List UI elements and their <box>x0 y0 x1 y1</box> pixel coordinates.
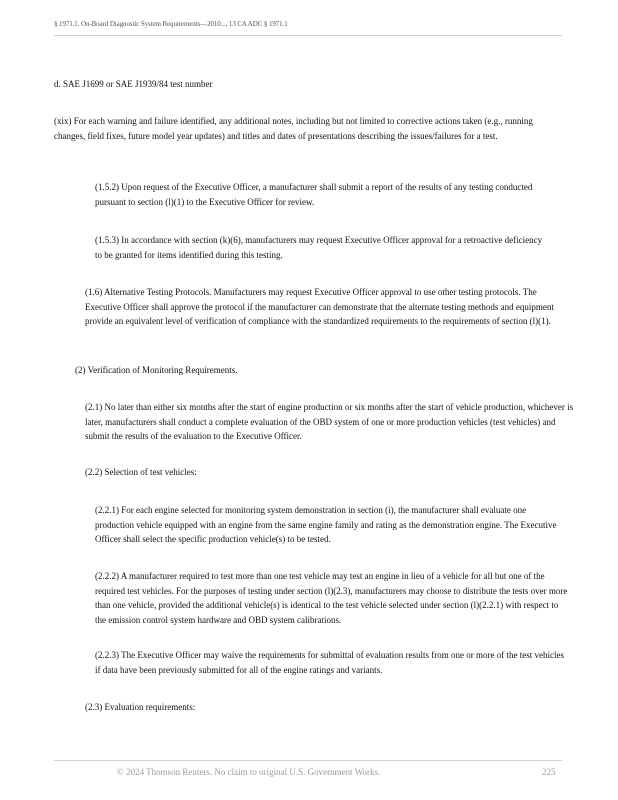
paragraph-2-2-3: (2.2.3) The Executive Officer may waive the requirements for submittal of evaluation results from one or more of the test vehicles if data have been previously submitted for all of the engine ratings and variants. <box>95 650 565 675</box>
paragraph-2: (2) Verification of Monitoring Requirements. <box>75 365 238 375</box>
paragraph-xix: (xix) For each warning and failure identified, any additional notes, including but not limited to corrective actions taken (e.g., running changes, field fixes, future model year updates) and titles and dates of presentations describing the issues/failures for a test. <box>54 116 533 141</box>
page-number: 225 <box>542 767 556 777</box>
paragraph-1-5-3: (1.5.3) In accordance with section (k)(6), manufacturers may request Executive Officer approval for a retroactive deficiency to be granted for items identified during this testing. <box>95 235 543 260</box>
running-header: § 1971.1. On-Board Diagnostic System Requirements—2010..., 13 CA ADC § 1971.1 <box>54 20 288 28</box>
header-divider <box>54 35 562 36</box>
paragraph-2-2: (2.2) Selection of test vehicles: <box>85 467 197 477</box>
footer-copyright: © 2024 Thomson Reuters. No claim to original U.S. Government Works. <box>117 767 381 777</box>
paragraph-test-number: d. SAE J1699 or SAE J1939/84 test number <box>54 79 213 89</box>
paragraph-1-5-2: (1.5.2) Upon request of the Executive Officer, a manufacturer shall submit a report of the results of any testing conducted pursuant to section (l)(1) to the Executive Officer for review. <box>95 182 533 207</box>
paragraph-2-1: (2.1) No later than either six months after the start of engine production or six months after the start of vehicle production, whichever is later, manufacturers shall conduct a complete evaluation of the OBD system of one or more production vehicles (test vehicles) and submit the results of the evaluation to the Executive Officer. <box>85 402 574 441</box>
footer-divider <box>54 760 562 761</box>
paragraph-2-3: (2.3) Evaluation requirements: <box>85 702 196 712</box>
paragraph-2-2-2: (2.2.2) A manufacturer required to test more than one test vehicle may test an engine in lieu of a vehicle for all but one of the required test vehicles. For the purposes of testing under section (l)(2.3), manufacturers may choose to distribute the tests over more than one vehicle, provided the additional vehicle(s) is identical to the test vehicle selected under section (l)(2.2.1) with respect to the emission control system hardware and OBD system calibrations. <box>95 571 568 625</box>
paragraph-1-6: (1.6) Alternative Testing Protocols. Manufacturers may request Executive Officer approval to use other testing protocols. The Executive Officer shall approve the protocol if the manufacturer can demonstrate that the alternate testing methods and equipment provide an equivalent level of verification of compliance with the standardized requirements to the requirements of section (l)(1). <box>85 287 554 326</box>
paragraph-2-2-1: (2.2.1) For each engine selected for monitoring system demonstration in section (i), the manufacturer shall evaluate one production vehicle equipped with an engine from the same engine family and rating as the demonstration engine. The Executive Officer shall select the specific production vehicle(s) to be tested. <box>95 505 557 544</box>
